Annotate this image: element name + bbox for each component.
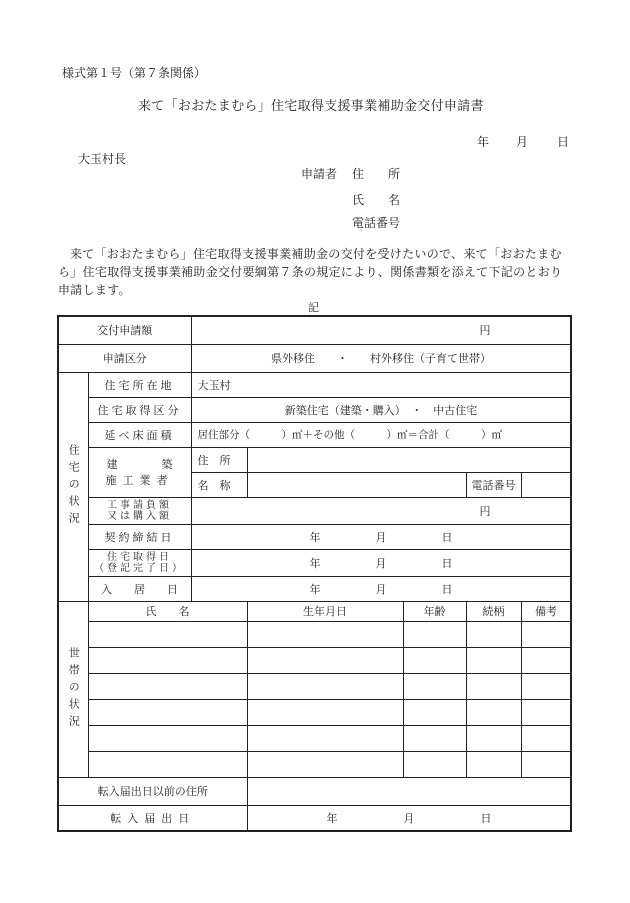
builder-phone-label: 電話番号 — [466, 472, 521, 497]
household-section-label: 世帯の状況 — [58, 601, 88, 777]
household-row — [58, 621, 571, 647]
household-row — [58, 673, 571, 699]
move-in-date-label: 入 居 日 — [88, 576, 191, 601]
household-header-birthdate: 生年月日 — [247, 601, 403, 621]
applicant-name-label: 氏 名 — [352, 193, 401, 207]
household-row — [58, 725, 571, 751]
household-header-age: 年齢 — [403, 601, 466, 621]
move-in-notice-label: 転入届出日 — [58, 805, 247, 831]
floor-area-field[interactable]: 居住部分（ ）㎡＋その他（ ）㎡＝合計（ ）㎡ — [191, 422, 571, 447]
builder-name-field[interactable] — [247, 472, 466, 497]
contract-date-label: 契約締結日 — [88, 524, 191, 549]
move-in-date-field[interactable]: 年 月 日 — [191, 576, 571, 601]
application-statement: 来て「おおたまむら」住宅取得支援事業補助金の交付を受けたいので、来て「おおたまむら」住宅取得支援事業補助金交付要綱第７条の規定により、関係書類を添えて下記のとおり申請します。 — [58, 247, 563, 297]
contract-date-field[interactable]: 年 月 日 — [191, 524, 571, 549]
application-table — [57, 315, 572, 832]
applicant-phone-label: 電話番号 — [352, 216, 401, 230]
grant-amount-label: 交付申請額 — [58, 316, 191, 344]
household-header-notes: 備考 — [521, 601, 571, 621]
category-label: 申請区分 — [58, 344, 191, 372]
location-label: 住宅所在地 — [88, 372, 191, 397]
form-number: 様式第１号（第７条関係） — [62, 66, 207, 80]
builder-phone-field[interactable] — [521, 472, 571, 497]
addressee: 大玉村長 — [78, 152, 127, 166]
acquisition-label: 住宅取得区分 — [88, 397, 191, 422]
household-header-name: 氏 名 — [88, 601, 247, 621]
builder-label: 建 築 施工業者 — [88, 447, 191, 497]
builder-address-label: 住 所 — [191, 447, 247, 472]
prev-address-label: 転入届出日以前の住所 — [58, 777, 247, 805]
ki-label: 記 — [308, 301, 319, 314]
household-row — [58, 751, 571, 777]
contract-amount-label: 工事請負額 又は購入額 — [88, 497, 191, 524]
acquire-date-field[interactable]: 年 月 日 — [191, 549, 571, 576]
location-value[interactable]: 大玉村 — [191, 372, 571, 397]
household-header-relation: 続柄 — [466, 601, 521, 621]
housing-section-label: 住宅の状況 — [58, 372, 88, 601]
builder-address-field[interactable] — [247, 447, 571, 472]
prev-address-field[interactable] — [247, 777, 571, 805]
contract-amount-field[interactable] — [191, 497, 571, 524]
builder-name-label: 名 称 — [191, 472, 247, 497]
category-options[interactable]: 県外移住 ・ 村外移住（子育て世帯） — [191, 344, 571, 372]
move-in-notice-field[interactable]: 年 月 日 — [247, 805, 571, 831]
household-row — [58, 647, 571, 673]
applicant-address-label: 住 所 — [352, 167, 401, 181]
date-month: 月 — [516, 135, 529, 149]
household-row — [58, 699, 571, 725]
yen-unit: 円 — [479, 324, 491, 338]
page-title: 来て「おおたまむら」住宅取得支援事業補助金交付申請書 — [138, 99, 484, 114]
yen-unit: 円 — [479, 504, 491, 518]
date-year: 年 — [477, 135, 490, 149]
grant-amount-field[interactable] — [191, 316, 571, 344]
acquire-date-label: 住宅取得日 （登記完了日） — [88, 549, 191, 576]
acquisition-options[interactable]: 新築住宅（建築・購入） ・ 中古住宅 — [191, 397, 571, 422]
date-day: 日 — [557, 135, 570, 149]
floor-area-label: 延べ床面積 — [88, 422, 191, 447]
applicant-label: 申請者 — [301, 167, 338, 181]
